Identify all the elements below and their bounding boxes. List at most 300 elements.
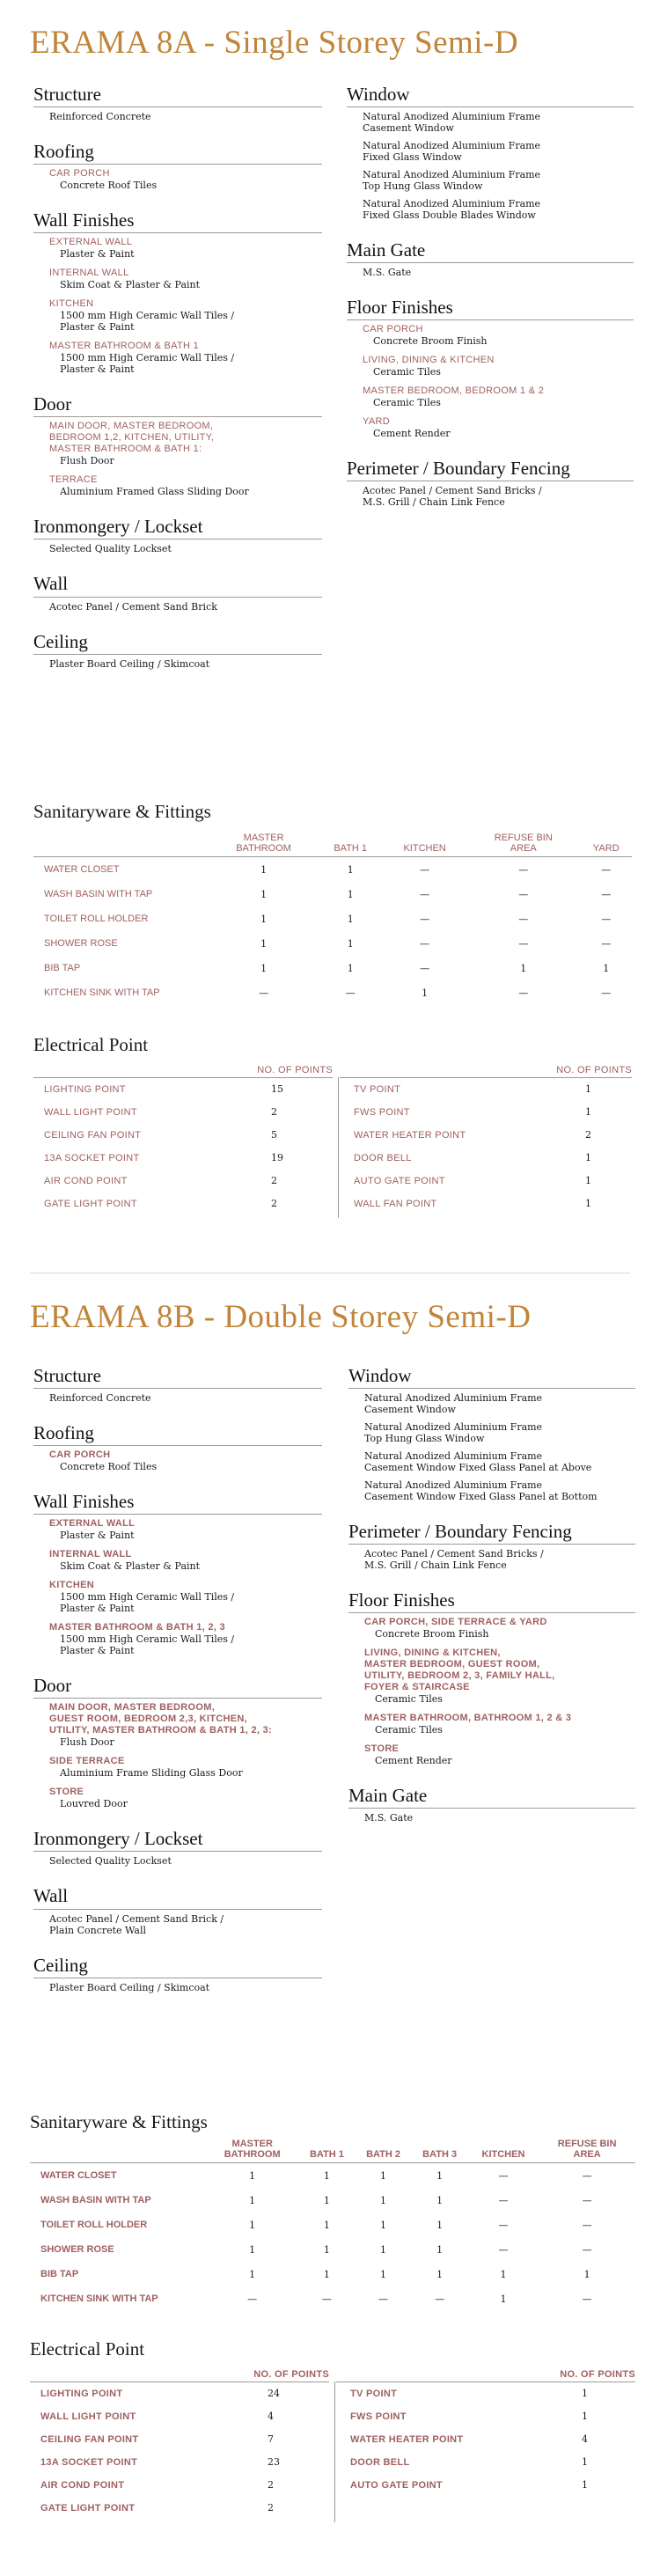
cell-value: — (582, 2194, 592, 2206)
spec-item (49, 1549, 322, 1572)
electrical-table (30, 2366, 635, 2533)
cell-value: 1 (585, 1083, 591, 1095)
spec-item (364, 1743, 635, 1766)
spec-block (348, 1590, 635, 1766)
cell-value: 24 (268, 2388, 280, 2399)
no-of-points-label: NO. OF POINTS (257, 1065, 333, 1075)
table-row (33, 857, 632, 883)
cell-value: 19 (271, 1152, 283, 1163)
cell-value: 1 (249, 2169, 256, 2182)
spec-block (347, 84, 634, 221)
spec-heading: Structure (33, 84, 322, 107)
table-row (30, 2163, 635, 2189)
cell-value: 1 (380, 2169, 387, 2182)
column-header (33, 1061, 333, 1078)
row-label: GATE LIGHT POINT (40, 2503, 136, 2514)
spec-heading: Roofing (33, 1423, 322, 1446)
sanitary-table (30, 2139, 635, 2311)
table-row (33, 956, 632, 980)
spec-label: KITCHEN (49, 298, 94, 310)
cell-value: 23 (268, 2456, 280, 2468)
column-divider (334, 2382, 335, 2522)
spec-value: Aluminium Frame Sliding Glass Door (60, 1767, 243, 1780)
cell-value: 2 (268, 2479, 274, 2491)
table-row (30, 2451, 329, 2474)
cell-value: — (345, 987, 356, 999)
row-label: WATER CLOSET (44, 864, 120, 875)
spec-value: Skim Coat & Plaster & Paint (60, 1560, 201, 1573)
sanitary-heading: Sanitaryware & Fittings (33, 801, 211, 822)
spec-item (49, 1449, 322, 1472)
spec-value: 1500 mm High Ceramic Wall Tiles / Plaster & Paint (60, 352, 235, 376)
spec-heading: Wall Finishes (33, 1492, 322, 1515)
column-header: BATH 1 (318, 833, 383, 857)
spec-block (33, 1676, 322, 1809)
cell-value: — (601, 888, 612, 900)
table-row (30, 2213, 635, 2237)
cell-value: 1 (422, 987, 429, 999)
column-header: BATH 3 (412, 2139, 468, 2163)
spec-label: STORE (364, 1743, 400, 1755)
spec-heading: Ceiling (33, 1956, 322, 1978)
row-label: WATER CLOSET (40, 2170, 117, 2181)
table-corner (30, 2139, 206, 2163)
spec-value: 1500 mm High Ceramic Wall Tiles / Plaster & Paint (60, 310, 235, 334)
cell-value: 1 (323, 2243, 330, 2256)
row-label: WATER HEATER POINT (354, 1130, 466, 1141)
spec-block (33, 142, 322, 191)
cell-value: 1 (323, 2194, 330, 2206)
table-row (33, 1124, 333, 1147)
cell-value: — (601, 987, 612, 999)
row-label: AIR COND POINT (40, 2480, 125, 2491)
table-row (30, 2382, 329, 2405)
row-label: FWS POINT (354, 1107, 410, 1118)
column-header (336, 2366, 635, 2382)
cell-value: 1 (347, 937, 354, 950)
table-row (343, 1170, 632, 1193)
spec-heading: Roofing (33, 142, 322, 165)
spec-value: M.S. Gate (363, 267, 412, 279)
column-header: YARD (581, 833, 632, 857)
row-label: GATE LIGHT POINT (44, 1199, 137, 1209)
spec-heading: Ironmongery / Lockset (33, 1829, 322, 1852)
no-of-points-label: NO. OF POINTS (560, 2369, 635, 2380)
page-title: ERAMA 8A - Single Storey Semi-D (30, 25, 519, 61)
cell-value: — (518, 913, 529, 925)
spec-item (49, 268, 322, 290)
no-of-points-label: NO. OF POINTS (253, 2369, 329, 2380)
cell-value: 1 (582, 2388, 588, 2399)
electrical-table (33, 1061, 632, 1229)
spec-value: Ceramic Tiles (375, 1693, 443, 1706)
row-label: LIGHTING POINT (40, 2389, 123, 2399)
cell-value: 1 (260, 962, 268, 974)
spec-block (33, 84, 322, 122)
left-column (33, 84, 322, 689)
table-row (30, 2286, 635, 2311)
table-row (33, 1101, 333, 1124)
row-label: CEILING FAN POINT (40, 2434, 139, 2445)
cell-value: — (321, 2293, 332, 2305)
cell-value: 2 (271, 1175, 277, 1186)
row-label: 13A SOCKET POINT (44, 1153, 140, 1163)
cell-value: 1 (585, 1106, 591, 1118)
spec-block (33, 1829, 322, 1867)
spec-item (49, 341, 322, 375)
table-row (30, 2188, 635, 2213)
spec-label: EXTERNAL WALL (49, 237, 133, 248)
spec-label: LIVING, DINING & KITCHEN (363, 355, 495, 366)
spec-label: TERRACE (49, 474, 98, 486)
table-row (33, 1170, 333, 1193)
spec-value: Plaster Board Ceiling / Skimcoat (49, 657, 210, 670)
column-header: KITCHEN (468, 2139, 539, 2163)
spec-heading: Wall (33, 1886, 322, 1909)
cell-value: 4 (582, 2433, 588, 2445)
spec-value: Reinforced Concrete (49, 111, 151, 123)
spec-item (49, 421, 322, 466)
spec-label: CAR PORCH (363, 324, 423, 335)
spec-value: Ceramic Tiles (373, 366, 441, 378)
spec-block (348, 1366, 635, 1502)
right-column (347, 84, 634, 527)
spec-heading: Floor Finishes (348, 1590, 635, 1613)
row-label: DOOR BELL (354, 1153, 412, 1163)
spec-item (49, 1702, 322, 1748)
spec-value: Plaster Board Ceiling / Skimcoat (49, 1981, 210, 1993)
table-row (33, 1193, 333, 1215)
cell-value: 1 (260, 937, 268, 950)
column-header: KITCHEN (383, 833, 466, 857)
spec-value: Natural Anodized Aluminium Frame Casement Window (363, 111, 541, 135)
cell-value: 1 (436, 2169, 444, 2182)
cell-value: 1 (380, 2243, 387, 2256)
cell-value: 1 (249, 2194, 256, 2206)
cell-value: 15 (271, 1083, 283, 1095)
column-header: REFUSE BIN AREA (466, 833, 581, 857)
table-row (343, 1101, 632, 1124)
electrical-left (33, 1061, 333, 1215)
spec-heading: Door (33, 1676, 322, 1699)
table-row (33, 1147, 333, 1170)
spec-label: LIVING, DINING & KITCHEN, MASTER BEDROOM, GUEST ROOM, UTILITY, BEDROOM 2, 3, FAMILY HALL, FOYER & STAIRCASE (364, 1648, 555, 1693)
cell-value: 1 (436, 2219, 444, 2231)
spec-value: Natural Anodized Aluminium Frame Casement Window (364, 1392, 543, 1416)
spec-value: M.S. Gate (364, 1812, 414, 1824)
spec-item (364, 1713, 635, 1736)
cell-value: 5 (271, 1129, 277, 1141)
electrical-right (343, 1061, 632, 1215)
electrical-left (30, 2366, 329, 2520)
spec-label: MAIN DOOR, MASTER BEDROOM, GUEST ROOM, BEDROOM 2,3, KITCHEN, UTILITY, MASTER BATHROOM & BATH 1, 2, 3: (49, 1702, 272, 1736)
spec-value: Cement Render (375, 1755, 452, 1767)
spec-heading: Main Gate (348, 1786, 635, 1809)
spec-value: Natural Anodized Aluminium Frame Top Hung Glass Window (364, 1421, 543, 1445)
table-row (33, 882, 632, 906)
cell-value: — (498, 2219, 509, 2231)
table-row (33, 931, 632, 956)
cell-value: — (420, 937, 430, 950)
sanitary-heading: Sanitaryware & Fittings (30, 2111, 208, 2132)
cell-value: — (601, 863, 612, 876)
row-label: KITCHEN SINK WITH TAP (40, 2293, 158, 2304)
spec-label: EXTERNAL WALL (49, 1518, 136, 1530)
cell-value: 1 (585, 1198, 591, 1209)
spec-heading: Perimeter / Boundary Fencing (348, 1522, 635, 1545)
spec-item (49, 474, 322, 497)
table-row (33, 906, 632, 931)
table-row (30, 2497, 329, 2520)
cell-value: — (435, 2293, 445, 2305)
table-corner (33, 833, 209, 857)
column-header: BATH 2 (355, 2139, 411, 2163)
spec-block (33, 1956, 322, 1993)
cell-value: — (518, 863, 529, 876)
cell-value: — (420, 913, 430, 925)
spec-heading: Structure (33, 1366, 322, 1389)
row-label: SHOWER ROSE (44, 938, 118, 949)
spec-block (347, 459, 634, 508)
spec-value: Cement Render (373, 428, 451, 440)
row-label: AUTO GATE POINT (354, 1176, 445, 1186)
spec-item (49, 1787, 322, 1809)
cell-value: 2 (268, 2502, 274, 2514)
cell-value: 1 (260, 863, 268, 876)
spec-block (348, 1522, 635, 1571)
cell-value: 1 (347, 913, 354, 925)
spec-label: CAR PORCH, SIDE TERRACE & YARD (364, 1617, 547, 1628)
table-row (340, 2428, 635, 2451)
cell-value: 1 (323, 2219, 330, 2231)
spec-item (363, 385, 634, 408)
cell-value: — (420, 863, 430, 876)
spec-label: MASTER BEDROOM, BEDROOM 1 & 2 (363, 385, 545, 397)
section-erama-8a (0, 0, 660, 1267)
row-label: SHOWER ROSE (40, 2244, 114, 2255)
column-header (340, 1061, 632, 1078)
row-label: TOILET ROLL HOLDER (44, 914, 149, 924)
spec-value: Plaster & Paint (60, 248, 135, 261)
spec-heading: Perimeter / Boundary Fencing (347, 459, 634, 481)
cell-value: 1 (347, 863, 354, 876)
spec-value: Concrete Broom Finish (373, 335, 488, 348)
spec-value: Natural Anodized Aluminium Frame Fixed Glass Window (363, 140, 541, 164)
spec-label: SIDE TERRACE (49, 1756, 125, 1767)
spec-block (347, 240, 634, 278)
cell-value: 2 (271, 1198, 277, 1209)
spec-value: Acotec Panel / Cement Sand Bricks / M.S. Grill / Chain Link Fence (364, 1548, 544, 1572)
electrical-right (340, 2366, 635, 2497)
table-row (340, 2451, 635, 2474)
cell-value: 1 (603, 962, 610, 974)
page-title: ERAMA 8B - Double Storey Semi-D (30, 1299, 532, 1335)
row-label: WALL LIGHT POINT (44, 1107, 137, 1118)
spec-label: INTERNAL WALL (49, 268, 129, 279)
spec-item (49, 237, 322, 260)
cell-value: — (601, 937, 612, 950)
cell-value: 1 (500, 2268, 507, 2280)
cell-value: — (420, 962, 430, 974)
row-label: WALL FAN POINT (354, 1199, 437, 1209)
spec-value: 1500 mm High Ceramic Wall Tiles / Plaster & Paint (60, 1591, 235, 1615)
spec-heading: Main Gate (347, 240, 634, 263)
cell-value: 1 (260, 913, 268, 925)
spec-label: MASTER BATHROOM, BATHROOM 1, 2 & 3 (364, 1713, 572, 1724)
cell-value: 1 (436, 2243, 444, 2256)
table-row (30, 2428, 329, 2451)
row-label: BIB TAP (44, 963, 81, 973)
table-row (30, 2262, 635, 2286)
cell-value: 4 (268, 2411, 274, 2422)
spec-label: INTERNAL WALL (49, 1549, 132, 1560)
spec-label: MASTER BATHROOM & BATH 1 (49, 341, 199, 352)
spec-value: Acotec Panel / Cement Sand Brick (49, 600, 217, 613)
cell-value: — (420, 888, 430, 900)
spec-label: KITCHEN (49, 1580, 94, 1591)
spec-value: Concrete Roof Tiles (60, 1461, 158, 1473)
column-header: MASTER BATHROOM (206, 2139, 298, 2163)
spec-value: Ceramic Tiles (375, 1724, 443, 1736)
column-header (30, 2366, 329, 2382)
cell-value: — (582, 2293, 592, 2305)
spec-block (33, 1492, 322, 1656)
spec-block (348, 1786, 635, 1824)
spec-heading: Ceiling (33, 632, 322, 655)
cell-value: 1 (436, 2194, 444, 2206)
left-column (33, 1366, 322, 2013)
sanitary-table (33, 833, 632, 1005)
spec-item (49, 1518, 322, 1541)
cell-value: 1 (323, 2268, 330, 2280)
cell-value: — (378, 2293, 389, 2305)
cell-value: 2 (271, 1106, 277, 1118)
spec-block (33, 1886, 322, 1935)
row-label: DOOR BELL (350, 2457, 410, 2468)
spec-label: CAR PORCH (49, 1449, 111, 1461)
spec-heading: Window (347, 84, 634, 107)
cell-value: 1 (323, 2169, 330, 2182)
spec-value: Acotec Panel / Cement Sand Brick / Plain Concrete Wall (49, 1912, 224, 1936)
table-row (340, 2474, 635, 2497)
table-row (33, 980, 632, 1005)
cell-value: — (498, 2169, 509, 2182)
cell-value: — (247, 2293, 258, 2305)
spec-value: Flush Door (60, 455, 114, 467)
cell-value: 1 (260, 888, 268, 900)
table-row (340, 2382, 635, 2405)
row-label: 13A SOCKET POINT (40, 2457, 138, 2468)
cell-value: 1 (582, 2411, 588, 2422)
cell-value: — (582, 2169, 592, 2182)
row-label: TOILET ROLL HOLDER (40, 2220, 148, 2230)
spec-value: Concrete Broom Finish (375, 1628, 489, 1640)
column-divider (338, 1077, 339, 1218)
row-label: TV POINT (354, 1084, 401, 1095)
spec-block (347, 297, 634, 439)
spec-value: Natural Anodized Aluminium Frame Casement Window Fixed Glass Panel at Above (364, 1450, 592, 1474)
cell-value: 1 (347, 888, 354, 900)
cell-value: 1 (380, 2268, 387, 2280)
cell-value: 1 (500, 2293, 507, 2305)
spec-label: YARD (363, 416, 390, 428)
spec-value: Reinforced Concrete (49, 1392, 151, 1405)
spec-value: Aluminium Framed Glass Sliding Door (60, 486, 249, 498)
cell-value: 1 (249, 2219, 256, 2231)
cell-value: 1 (380, 2194, 387, 2206)
spec-item (49, 1756, 322, 1779)
cell-value: 1 (583, 2268, 590, 2280)
table-row (30, 2474, 329, 2497)
column-header: MASTER BATHROOM (209, 833, 318, 857)
cell-value: 7 (268, 2433, 274, 2445)
spec-item (49, 1580, 322, 1614)
cell-value: 2 (585, 1129, 591, 1141)
spec-label: MASTER BATHROOM & BATH 1, 2, 3 (49, 1622, 225, 1633)
spec-value: Skim Coat & Plaster & Paint (60, 279, 201, 291)
spec-item (363, 416, 634, 439)
cell-value: 1 (249, 2243, 256, 2256)
spec-label: STORE (49, 1787, 84, 1798)
spec-value: Acotec Panel / Cement Sand Bricks / M.S. Grill / Chain Link Fence (363, 485, 542, 509)
row-label: FWS POINT (350, 2411, 407, 2422)
spec-heading: Wall Finishes (33, 210, 322, 233)
row-label: WASH BASIN WITH TAP (40, 2195, 151, 2205)
no-of-points-label: NO. OF POINTS (556, 1065, 632, 1075)
spec-item (49, 168, 322, 191)
spec-heading: Door (33, 394, 322, 417)
table-row (343, 1147, 632, 1170)
row-label: LIGHTING POINT (44, 1084, 126, 1095)
spec-block (33, 210, 322, 375)
spec-value: Selected Quality Lockset (49, 1855, 172, 1868)
section-erama-8b (0, 1267, 660, 2576)
spec-block (33, 632, 322, 670)
cell-value: 1 (585, 1175, 591, 1186)
cell-value: — (582, 2243, 592, 2256)
table-row (343, 1124, 632, 1147)
cell-value: — (259, 987, 269, 999)
spec-block (33, 517, 322, 554)
row-label: CEILING FAN POINT (44, 1130, 142, 1141)
spec-item (364, 1648, 635, 1705)
spec-value: Natural Anodized Aluminium Frame Top Hung Glass Window (363, 169, 541, 193)
spec-value: Plaster & Paint (60, 1530, 135, 1542)
spec-label: CAR PORCH (49, 168, 110, 180)
spec-heading: Ironmongery / Lockset (33, 517, 322, 539)
table-row (340, 2405, 635, 2428)
row-label: KITCHEN SINK WITH TAP (44, 987, 160, 998)
cell-value: 1 (249, 2268, 256, 2280)
cell-value: 1 (582, 2456, 588, 2468)
spec-item (363, 324, 634, 347)
spec-value: Natural Anodized Aluminium Frame Fixed Glass Double Blades Window (363, 198, 541, 222)
spec-item (49, 1622, 322, 1656)
spec-value: 1500 mm High Ceramic Wall Tiles / Plaster & Paint (60, 1633, 235, 1657)
spec-value: Ceramic Tiles (373, 397, 441, 409)
electrical-heading: Electrical Point (33, 1034, 149, 1055)
cell-value: — (601, 913, 612, 925)
table-row (30, 2237, 635, 2262)
cell-value: 1 (520, 962, 527, 974)
spec-heading: Floor Finishes (347, 297, 634, 320)
cell-value: — (518, 937, 529, 950)
spec-heading: Window (348, 1366, 635, 1389)
row-label: WASH BASIN WITH TAP (44, 889, 153, 899)
spec-value: Flush Door (60, 1736, 114, 1749)
spec-item (363, 355, 634, 378)
spec-block (33, 574, 322, 612)
